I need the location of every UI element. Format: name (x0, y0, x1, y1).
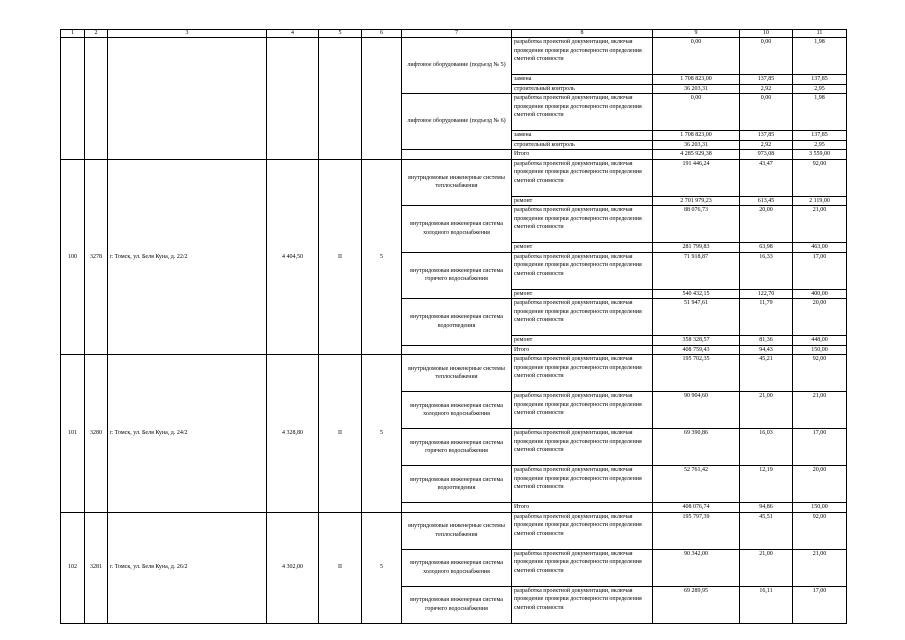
cost-value: 195 797,39 (653, 512, 740, 549)
system-name: внутридомовая инженерная система водоотведения (402, 299, 512, 346)
column-header: 6 (362, 30, 402, 38)
cost-value: 0,00 (653, 94, 740, 131)
work-type: ремонт (512, 336, 653, 346)
table-row (61, 38, 847, 75)
building-id: 3278 (85, 159, 108, 355)
limit-value: 1,98 (793, 38, 847, 75)
limit-value: 150,00 (793, 503, 847, 513)
limit-value: 21,00 (793, 392, 847, 429)
table-row (61, 159, 847, 196)
cost-value: 195 702,35 (653, 355, 740, 392)
empty-cell (362, 38, 402, 160)
work-type: разработка проектной документации, включая проведение проверки достоверности определения сметной стоимости (512, 586, 653, 623)
system-name: внутридомовая инженерная система холодного водоснабжения (402, 206, 512, 253)
building-class: II (319, 512, 362, 623)
system-name: внутридомовая инженерная система горячего водоснабжения (402, 586, 512, 623)
work-type: разработка проектной документации, включая проведение проверки достоверности определения сметной стоимости (512, 429, 653, 466)
cost-value: 88 076,73 (653, 206, 740, 243)
row-number: 101 (61, 355, 85, 513)
limit-value: 17,00 (793, 429, 847, 466)
limit-value: 137,85 (793, 75, 847, 85)
unit-cost-value: 16,03 (740, 429, 793, 466)
cost-value: 1 708 823,00 (653, 131, 740, 141)
cost-value: 52 761,42 (653, 466, 740, 503)
building-id: 3281 (85, 512, 108, 623)
unit-cost-value: 0,00 (740, 94, 793, 131)
limit-value: 92,00 (793, 355, 847, 392)
system-name: внутридомовые инженерные системы теплоснабжения (402, 159, 512, 206)
unit-cost-value: 45,51 (740, 512, 793, 549)
limit-value: 20,00 (793, 299, 847, 336)
system-name: внутридомовые инженерные системы теплоснабжения (402, 355, 512, 392)
unit-cost-value: 20,00 (740, 206, 793, 243)
unit-cost-value: 11,79 (740, 299, 793, 336)
unit-cost-value: 21,00 (740, 392, 793, 429)
element-name: лифтовое оборудование (подъезд № 6) (402, 94, 512, 150)
limit-value: 2 119,00 (793, 196, 847, 206)
total-label: Итого (512, 345, 653, 355)
total-label: Итого (512, 503, 653, 513)
column-header: 9 (653, 30, 740, 38)
limit-value: 92,00 (793, 159, 847, 196)
work-type: замена (512, 131, 653, 141)
cost-value: 4 285 929,38 (653, 150, 740, 160)
limit-value: 448,00 (793, 336, 847, 346)
building-floors: 5 (362, 159, 402, 355)
unit-cost-value: 613,45 (740, 196, 793, 206)
work-type: ремонт (512, 289, 653, 299)
building-area: 4 302,00 (267, 512, 319, 623)
system-name: внутридомовая инженерная система водоотведения (402, 466, 512, 503)
work-type: строительный контроль (512, 84, 653, 94)
work-type: разработка проектной документации, включая проведение проверки достоверности определения сметной стоимости (512, 299, 653, 336)
unit-cost-value: 2,92 (740, 140, 793, 150)
column-header: 10 (740, 30, 793, 38)
limit-value: 2,95 (793, 84, 847, 94)
limit-value: 137,85 (793, 131, 847, 141)
cost-value: 191 446,24 (653, 159, 740, 196)
cost-value: 408 076,74 (653, 503, 740, 513)
building-address: г. Томск, ул. Беля Куна, д. 24/2 (108, 355, 267, 513)
limit-value: 150,00 (793, 345, 847, 355)
row-number: 100 (61, 159, 85, 355)
work-type: разработка проектной документации, включая проведение проверки достоверности определения сметной стоимости (512, 38, 653, 75)
unit-cost-value: 81,36 (740, 336, 793, 346)
work-type: разработка проектной документации, включая проведение проверки достоверности определения сметной стоимости (512, 392, 653, 429)
cost-value: 1 708 823,00 (653, 75, 740, 85)
unit-cost-value: 16,11 (740, 586, 793, 623)
limit-value: 21,00 (793, 206, 847, 243)
limit-value: 2,95 (793, 140, 847, 150)
empty-cell (267, 38, 319, 160)
unit-cost-value: 94,43 (740, 345, 793, 355)
element-name: лифтовое оборудование (подъезд № 5) (402, 38, 512, 94)
cost-value: 69 390,86 (653, 429, 740, 466)
table-row (61, 512, 847, 549)
column-header: 2 (85, 30, 108, 38)
unit-cost-value: 0,00 (740, 38, 793, 75)
cost-value: 69 289,95 (653, 586, 740, 623)
unit-cost-value: 973,08 (740, 150, 793, 160)
system-name: внутридомовая инженерная система холодного водоснабжения (402, 392, 512, 429)
building-id: 3280 (85, 355, 108, 513)
unit-cost-value: 43,47 (740, 159, 793, 196)
building-area: 4 328,80 (267, 355, 319, 513)
cost-value: 358 328,57 (653, 336, 740, 346)
empty-cell (108, 38, 267, 160)
work-type: замена (512, 75, 653, 85)
unit-cost-value: 137,85 (740, 131, 793, 141)
work-type: разработка проектной документации, включая проведение проверки достоверности определения сметной стоимости (512, 94, 653, 131)
empty-cell (61, 38, 85, 160)
cost-value: 51 947,61 (653, 299, 740, 336)
system-name: внутридомовая инженерная система холодного водоснабжения (402, 549, 512, 586)
building-area: 4 404,50 (267, 159, 319, 355)
capital-repair-table (60, 29, 847, 624)
limit-value: 20,00 (793, 466, 847, 503)
work-type: ремонт (512, 196, 653, 206)
empty-cell (319, 38, 362, 160)
cost-value: 90 342,00 (653, 549, 740, 586)
unit-cost-value: 94,86 (740, 503, 793, 513)
column-header: 5 (319, 30, 362, 38)
cost-value: 408 759,43 (653, 345, 740, 355)
building-floors: 5 (362, 355, 402, 513)
empty-cell (402, 503, 512, 513)
column-number-row (61, 30, 847, 38)
work-type: разработка проектной документации, включая проведение проверки достоверности определения сметной стоимости (512, 252, 653, 289)
unit-cost-value: 12,19 (740, 466, 793, 503)
building-class: II (319, 159, 362, 355)
limit-value: 1,98 (793, 94, 847, 131)
work-type: разработка проектной документации, включая проведение проверки достоверности определения сметной стоимости (512, 549, 653, 586)
limit-value: 463,00 (793, 243, 847, 253)
limit-value: 17,00 (793, 586, 847, 623)
building-class: II (319, 355, 362, 513)
total-label: Итого (512, 150, 653, 160)
cost-value: 281 799,83 (653, 243, 740, 253)
limit-value: 400,00 (793, 289, 847, 299)
empty-cell (402, 150, 512, 160)
unit-cost-value: 63,98 (740, 243, 793, 253)
work-type: разработка проектной документации, включая проведение проверки достоверности определения сметной стоимости (512, 466, 653, 503)
table-row (61, 355, 847, 392)
building-address: г. Томск, ул. Беля Куна, д. 26/2 (108, 512, 267, 623)
unit-cost-value: 16,33 (740, 252, 793, 289)
work-type: разработка проектной документации, включая проведение проверки достоверности определения сметной стоимости (512, 355, 653, 392)
system-name: внутридомовая инженерная система горячего водоснабжения (402, 429, 512, 466)
cost-value: 71 918,87 (653, 252, 740, 289)
unit-cost-value: 137,85 (740, 75, 793, 85)
building-floors: 5 (362, 512, 402, 623)
empty-cell (85, 38, 108, 160)
row-number: 102 (61, 512, 85, 623)
limit-value: 3 559,00 (793, 150, 847, 160)
limit-value: 17,00 (793, 252, 847, 289)
unit-cost-value: 122,70 (740, 289, 793, 299)
work-type: разработка проектной документации, включая проведение проверки достоверности определения сметной стоимости (512, 159, 653, 196)
column-header: 8 (512, 30, 653, 38)
column-header: 3 (108, 30, 267, 38)
column-header: 4 (267, 30, 319, 38)
column-header: 1 (61, 30, 85, 38)
cost-value: 2 701 979,23 (653, 196, 740, 206)
cost-value: 36 203,31 (653, 140, 740, 150)
work-type: ремонт (512, 243, 653, 253)
column-header: 11 (793, 30, 847, 38)
column-header: 7 (402, 30, 512, 38)
system-name: внутридомовая инженерная система горячего водоснабжения (402, 252, 512, 299)
limit-value: 21,00 (793, 549, 847, 586)
building-address: г. Томск, ул. Беля Куна, д. 22/2 (108, 159, 267, 355)
work-type: разработка проектной документации, включая проведение проверки достоверности определения сметной стоимости (512, 512, 653, 549)
unit-cost-value: 21,00 (740, 549, 793, 586)
cost-value: 90 904,60 (653, 392, 740, 429)
system-name: внутридомовые инженерные системы теплоснабжения (402, 512, 512, 549)
limit-value: 92,00 (793, 512, 847, 549)
unit-cost-value: 2,92 (740, 84, 793, 94)
unit-cost-value: 45,21 (740, 355, 793, 392)
cost-value: 36 203,31 (653, 84, 740, 94)
cost-value: 540 432,15 (653, 289, 740, 299)
empty-cell (402, 345, 512, 355)
work-type: строительный контроль (512, 140, 653, 150)
cost-value: 0,00 (653, 38, 740, 75)
work-type: разработка проектной документации, включая проведение проверки достоверности определения сметной стоимости (512, 206, 653, 243)
